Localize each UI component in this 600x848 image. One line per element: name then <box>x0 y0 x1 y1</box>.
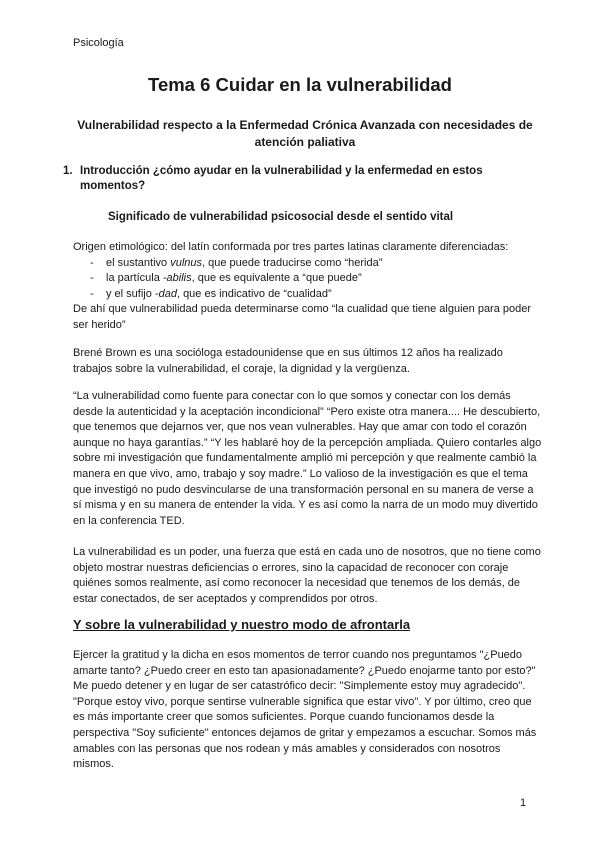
etymology-block <box>73 240 543 334</box>
section-1-subheading: Significado de vulnerabilidad psicosocial desde el sentido vital <box>108 211 454 223</box>
latin-term: -abilis <box>162 272 192 285</box>
list-item: - y el sufijo -dad, que es indicativo de “cualidad” <box>73 287 543 303</box>
page-header: Psicología <box>73 37 124 49</box>
etymology-intro: Origen etimológico: del latín conformada por tres partes latinas claramente diferenciadas: <box>73 241 509 253</box>
section-2-body: Ejercer la gratitud y la dicha en esos momentos de terror cuando nos preguntamos "¿Puedo amarte tanto? ¿Puedo creer en esto tan apasionadamente? ¿Puedo enojarme tanto por esto?" Me puedo detener y en lugar de ser catastrófico decir: "Simplemente estoy muy agradecido". "Porque estoy vivo, porque sentirse vulnerable significa que estar vivo". Y por último, creo que es más importante creer que somos suficientes. Porque cuando funcionamos desde la perspectiva "Soy suficiente" entonces dejamos de gritar y empezamos a escuchar. Somos más amables con las personas que nos rodean y más amables y considerados con nosotros mismos. <box>73 649 537 771</box>
etymology-conclusion: De ahí que vulnerabilidad pueda determinarse como “la cualidad que tiene alguien para poder ser herido” <box>73 303 532 331</box>
bullet-dash: - <box>90 256 94 269</box>
power-paragraph: La vulnerabilidad es un poder, una fuerza que está en cada uno de nosotros, que no tiene como objeto mostrar nuestras deficiencias o errores, sino la capacidad de reconocer con coraje quiénes somos realmente, así como reconocer la necesidad que tenemos de los demás, de estar conectados, de ser aceptados y comprendidos por otros. <box>73 546 541 605</box>
quote-paragraph: “La vulnerabilidad como fuente para conectar con lo que somos y conectar con los demás desde la autenticidad y la aceptación incondicional” “Pero existe otra manera.... He descubierto, que tenemos que dejarnos ver, que nos vean vulnerables. Hay que amar con todo el corazón aunque no haya garantías.” “Y les hablaré hoy de la percepción ampliada. Quiero contarles algo sobre mi investigación que fundamentalmente amplió mi percepción y que realmente cambió la manera en que vivo, amo, trabajo y soy madre.” Lo valioso de la investigación es que el tema que investigó no pudo desvincularse de una transformación personal en su manera de verse a sí misma y en su manera de entender la vida. Y es así como la narra de un modo muy divertido en la conferencia TED. <box>73 390 542 527</box>
section-heading-text: Introducción ¿cómo ayudar en la vulnerabilidad y la enfermedad en estos momentos? <box>80 165 483 192</box>
brene-paragraph: Brené Brown es una socióloga estadounidense que en sus últimos 12 años ha realizado trabajos sobre la vulnerabilidad, el coraje, la dignidad y la vergüenza. <box>73 347 503 375</box>
section-1-heading <box>63 164 483 194</box>
bullet-dash: - <box>90 272 94 285</box>
etymology-list <box>73 256 543 303</box>
section-2-heading: Y sobre la vulnerabilidad y nuestro modo de afrontarla <box>73 617 411 632</box>
page-number: 1 <box>520 797 527 809</box>
section-number: 1. <box>63 165 73 177</box>
latin-term: vulnus <box>170 256 202 269</box>
list-item: - el sustantivo vulnus, que puede traducirse como “herida” <box>73 256 543 272</box>
document-title: Tema 6 Cuidar en la vulnerabilidad <box>148 74 452 95</box>
bullet-dash: - <box>90 287 94 300</box>
latin-term: -dad <box>154 287 177 300</box>
document-subtitle: Vulnerabilidad respecto a la Enfermedad Crónica Avanzada con necesidades de atención paliativa <box>77 118 533 149</box>
list-item: - la partícula -abilis, que es equivalente a “que puede” <box>73 271 543 287</box>
